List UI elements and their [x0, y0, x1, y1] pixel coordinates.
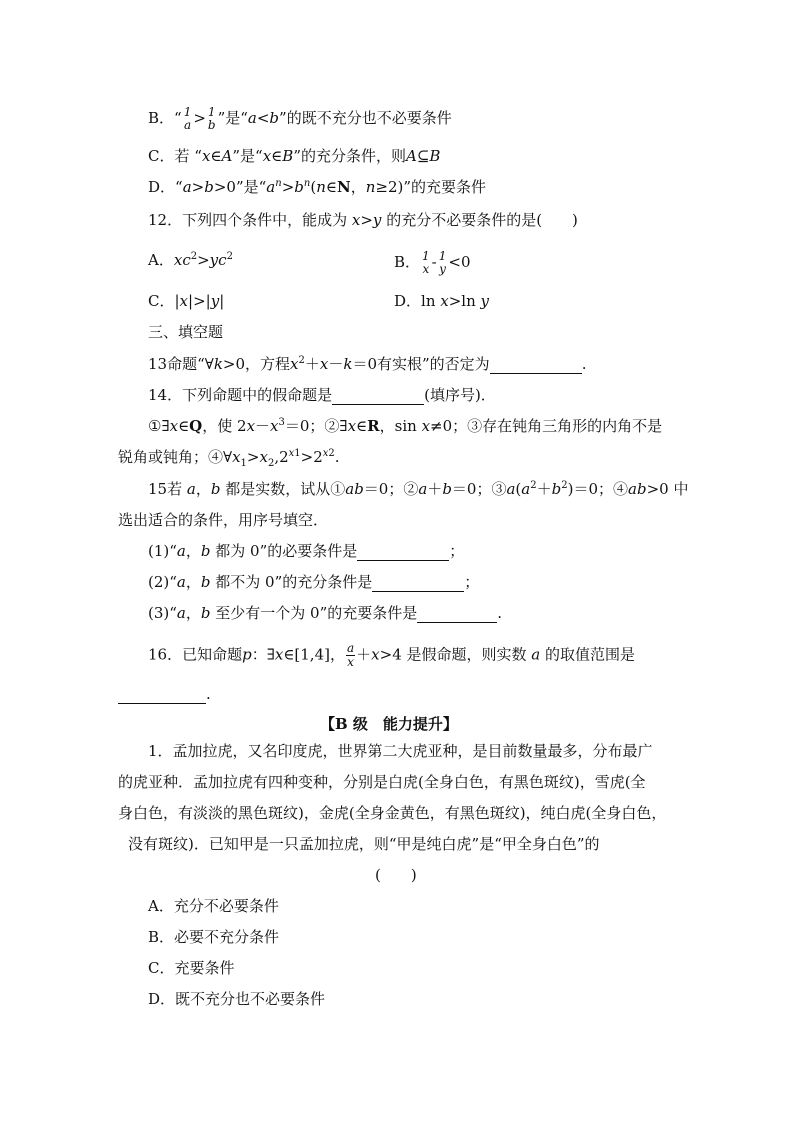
answer-blank[interactable]	[332, 388, 424, 405]
b1-option-a: A．充分不必要条件	[148, 897, 279, 915]
b1-option-d: D．既不充分也不必要条件	[148, 990, 326, 1008]
fraction: 1 x	[422, 249, 430, 276]
section-heading-fill-blank: 三、填空题	[148, 323, 224, 341]
fraction: 1 y	[438, 249, 447, 276]
q12-option-d: D．ln x>ln y	[394, 292, 490, 310]
b1-option-b: B．必要不充分条件	[148, 928, 280, 946]
q15-sub-2: (2)“a，b 都不为 0”的充分条件是 ；	[148, 573, 480, 591]
section-heading-level-b: 【B 级 能力提升】	[320, 715, 458, 733]
q12-option-c: C．|x|>|y|	[148, 292, 225, 310]
b1-line-2: 的虎亚种．孟加拉虎有四种变种，分别是白虎(全身白色，有黑色斑纹)，雪虎(全	[118, 773, 646, 791]
answer-blank[interactable]	[357, 544, 449, 561]
answer-paren: ( )	[375, 866, 417, 884]
fraction: $\frac{a}{x}$	[346, 641, 355, 669]
q15-sub-1: (1)“a，b 都为 0”的必要条件是 ；	[148, 542, 465, 560]
q12-option-a: A．$xc^2>yc^2$	[148, 251, 233, 269]
answer-blank[interactable]	[118, 687, 206, 704]
q12-option-b: B． 1 x - 1 y <0	[394, 249, 471, 276]
q14-line-2: ①∃x∈Q，使 $2x-x^3=0$；②∃x∈R，sin x≠0；③存在钝角三角形的内角不是	[148, 417, 663, 435]
fraction: 1 a	[183, 105, 192, 132]
answer-blank[interactable]	[372, 575, 464, 592]
question-16: 16．已知命题p：∃x∈[1,4]， $\frac{a}{x}$ ＋x>4 是假命题，则实数 a 的取值范围是	[148, 641, 636, 669]
question-13: 13命题“∀k>0，方程$x^2+x-k=0$有实根”的否定为 .	[148, 355, 587, 373]
b1-line-1: 1．孟加拉虎，又名印度虎，世界第二大虎亚种，是目前数量最多，分布最广	[148, 742, 653, 760]
question-14: 14．下列命题中的假命题是 (填序号)．	[148, 386, 496, 404]
option-b-q11: B．“ 1 a > 1 b ”是“a<b”的既不充分也不必要条件	[148, 105, 452, 132]
q16-line-2: .	[118, 684, 211, 704]
q14-line-3: 锐角或钝角；$④\forall x_1>x_2,2^{x1}>2^{x2}$.	[118, 448, 340, 469]
fraction: 1 b	[207, 105, 216, 132]
b1-option-c: C．充要条件	[148, 959, 235, 977]
question-15: 15若 a，b 都是实数，试从①ab＝0；②a＋b＝0；$③a(a^2+b^2)=0$；④ab>0 中	[148, 480, 689, 498]
question-12: 12．下列四个条件中，能成为 x>y 的充分不必要条件的是( )	[148, 211, 578, 229]
answer-blank[interactable]	[417, 606, 497, 623]
q15-sub-3: (3)“a，b 至少有一个为 0”的充要条件是 .	[148, 604, 503, 622]
b1-line-4: 没有斑纹)．已知甲是一只孟加拉虎，则“甲是纯白虎”是“甲全身白色”的	[128, 835, 600, 853]
q15-line-2: 选出适合的条件，用序号填空．	[118, 511, 329, 529]
b1-line-3: 身白色，有淡淡的黑色斑纹)，金虎(全身金黄色，有黑色斑纹)，纯白虎(全身白色，	[118, 804, 667, 822]
answer-blank[interactable]	[490, 357, 582, 374]
option-c-q11: C．若 “x∈A”是“x∈B”的充分条件，则A⊆B	[148, 147, 441, 165]
option-d-q11: D．“a>b>0”是“$a^n>b^n(n\in N$，n≥2)”的充要条件	[148, 178, 487, 196]
